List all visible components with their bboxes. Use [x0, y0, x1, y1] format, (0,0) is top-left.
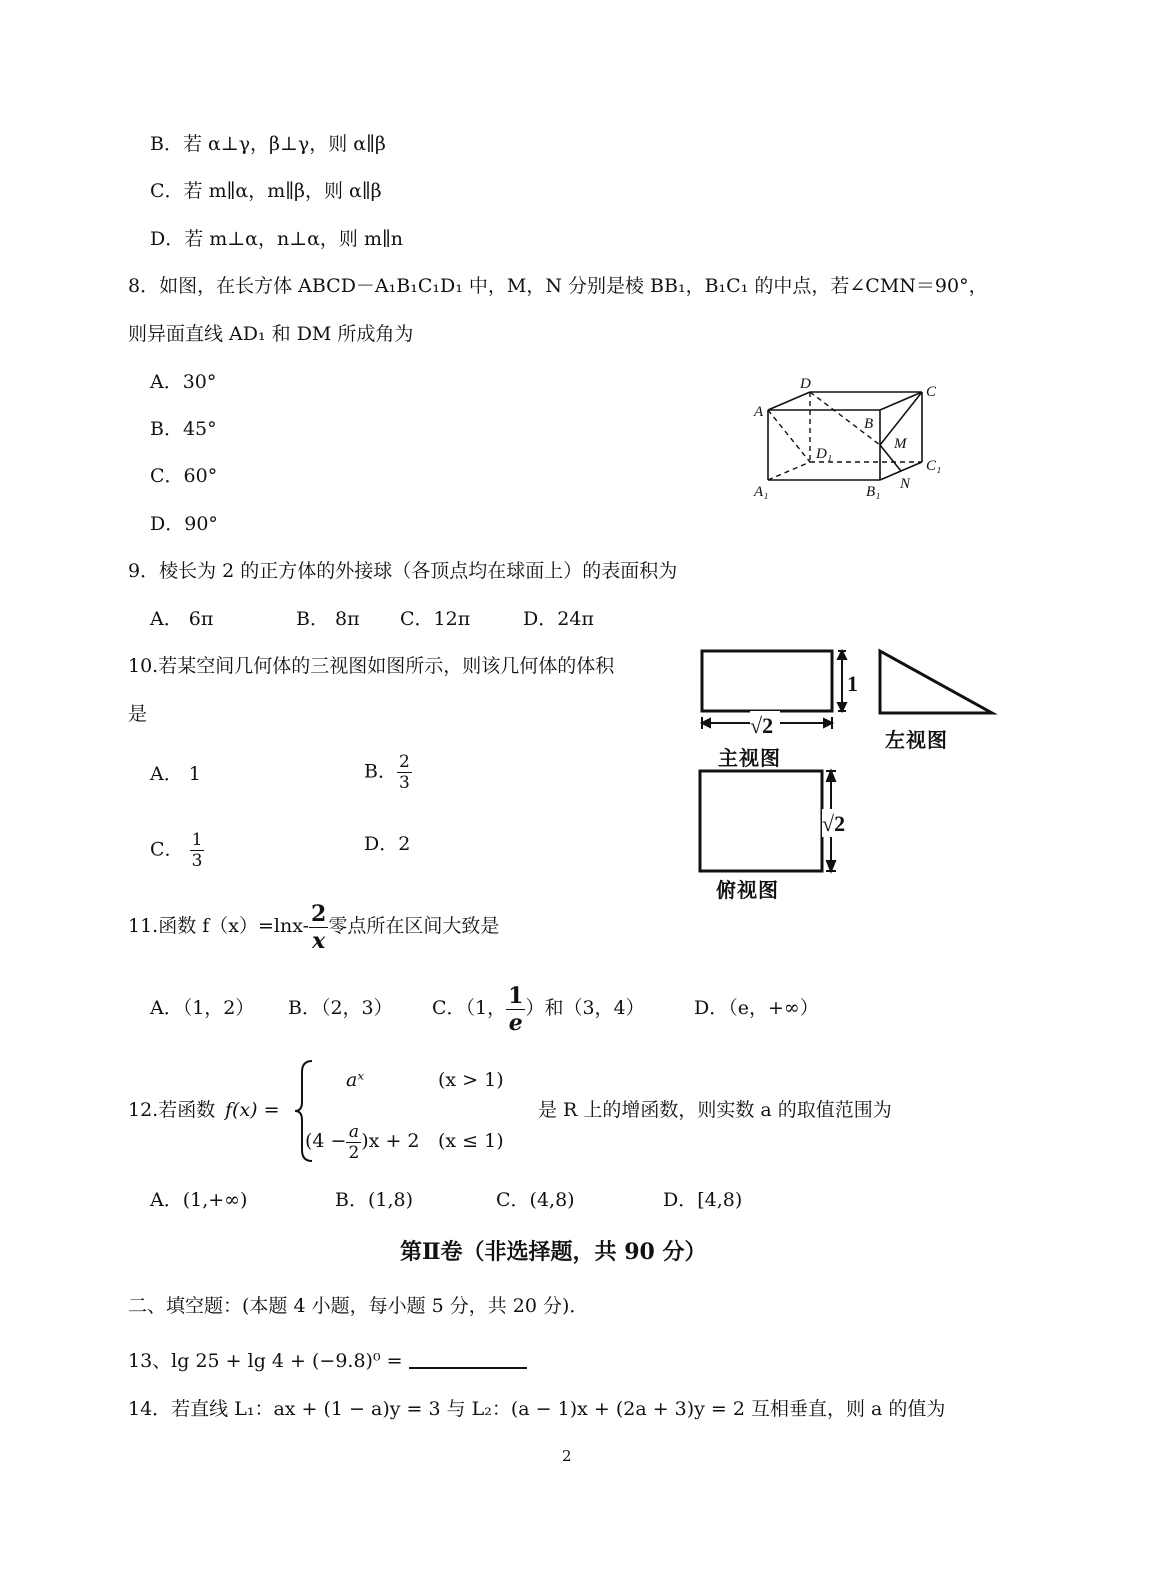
q8-option-c: C．60° — [150, 465, 218, 487]
fraction-numerator: a — [346, 1122, 361, 1143]
q12-stem-prefix: 12.若函数 — [128, 1099, 216, 1121]
q12-function-name: f(x) = — [225, 1099, 280, 1121]
fraction-denominator: 3 — [398, 773, 410, 793]
label-c1: C₁ — [926, 458, 942, 474]
q11-stem — [128, 898, 499, 954]
page-number: 2 — [562, 1447, 572, 1465]
cuboid-figure — [750, 370, 960, 510]
q10-option-c — [150, 830, 204, 871]
q10-option-b-fraction — [397, 752, 412, 793]
q11-option-a: A．（1，2） — [150, 997, 255, 1019]
q7-option-b: B．若 α⊥γ，β⊥γ，则 α∥β — [150, 133, 386, 155]
q11-option-d: D．（e，+∞） — [694, 997, 819, 1019]
fraction-denominator: 2 — [348, 1142, 360, 1163]
q11-fraction — [309, 901, 328, 954]
q10-option-c-fraction — [190, 830, 205, 871]
q10-stem-line2: 是 — [128, 703, 148, 725]
q11-stem-prefix: 11.函数 f（x）=lnx- — [128, 915, 310, 937]
q11-option-c-prefix: C．（1， — [432, 997, 507, 1019]
dim-width-label: √2 — [750, 713, 774, 738]
q11-option-b: B．（2，3） — [288, 997, 393, 1019]
q13-answer-blank — [409, 1345, 527, 1369]
q13-expression: 13、lg 25 + lg 4 + (−9.8)⁰ = — [128, 1350, 403, 1372]
q10-option-a: A． 1 — [150, 763, 201, 785]
fraction-numerator: 2 — [398, 752, 410, 772]
q7-option-d: D．若 m⊥α，n⊥α，则 m∥n — [150, 228, 403, 250]
section-2-intro: 二、填空题：(本题 4 小题，每小题 5 分，共 20 分)． — [128, 1295, 589, 1317]
label-b: B — [864, 416, 874, 432]
q9-option-d: D．24π — [523, 608, 594, 630]
q12-option-c: C．(4,8) — [496, 1189, 575, 1211]
q14-stem: 14．若直线 L₁：ax + (1 − a)y = 3 与 L₂：(a − 1)x + (2a + 3)y = 2 互相垂直，则 a 的值为 — [128, 1398, 946, 1420]
q8-stem-line1: 8．如图，在长方体 ABCD－A₁B₁C₁D₁ 中，M，N 分别是棱 BB₁，B₁C₁ 的中点，若∠CMN＝90°， — [128, 275, 988, 297]
dim-depth-label: √2 — [822, 811, 846, 836]
fraction-denominator: 3 — [191, 851, 203, 871]
q12-case1-condition: (x > 1) — [438, 1069, 504, 1091]
label-c: C — [926, 384, 937, 400]
section-2-title: 第Ⅱ卷（非选择题，共 90 分） — [400, 1239, 707, 1265]
label-a1: A₁ — [754, 484, 769, 500]
fraction-numerator: 2 — [311, 900, 327, 927]
fraction-denominator: e — [508, 1009, 523, 1036]
q11-stem-suffix: 零点所在区间大致是 — [328, 915, 500, 937]
front-view-caption: 主视图 — [718, 746, 781, 770]
label-b1: B₁ — [866, 484, 881, 500]
q8-option-d: D．90° — [150, 513, 218, 535]
q12-case2-condition: (x ≤ 1) — [438, 1130, 504, 1152]
q11-option-c-suffix: ）和（3，4） — [525, 997, 645, 1019]
q11-option-c — [432, 980, 645, 1036]
q10-option-b-prefix: B． — [364, 760, 397, 783]
fraction-numerator: 1 — [508, 982, 524, 1009]
q9-stem: 9．棱长为 2 的正方体的外接球（各顶点均在球面上）的表面积为 — [128, 560, 678, 582]
label-m: M — [894, 436, 907, 452]
q12-case2-fraction — [346, 1122, 361, 1163]
q9-option-c: C．12π — [400, 608, 471, 630]
q8-option-a: A．30° — [150, 371, 217, 393]
fraction-numerator: 1 — [191, 830, 203, 850]
label-d: D — [800, 376, 811, 392]
q12-case2-expr — [305, 1116, 420, 1166]
q9-option-a: A． 6π — [150, 608, 214, 630]
label-a: A — [754, 404, 764, 420]
q12-case2-post: )x + 2 — [361, 1130, 420, 1152]
q10-option-d: D．2 — [364, 833, 411, 855]
q12-case2-pre: (4 − — [305, 1130, 347, 1152]
fraction-denominator: x — [312, 927, 326, 954]
q10-option-c-prefix: C． — [150, 838, 184, 861]
q13-stem — [128, 1345, 527, 1375]
top-view-caption: 俯视图 — [716, 878, 779, 902]
q12-option-d: D．[4,8) — [663, 1189, 743, 1211]
q10-option-b — [364, 752, 412, 793]
side-view-caption: 左视图 — [885, 728, 948, 752]
label-n: N — [900, 476, 911, 492]
q8-option-b: B．45° — [150, 418, 217, 440]
label-d1: D₁ — [816, 446, 833, 462]
q12-case1-expr: aˣ — [346, 1069, 365, 1091]
q12-option-b: B．(1,8) — [335, 1189, 414, 1211]
q9-option-b: B． 8π — [296, 608, 360, 630]
q11-option-c-fraction — [506, 983, 525, 1036]
q10-stem-line1: 10.若某空间几何体的三视图如图所示，则该几何体的体积 — [128, 655, 615, 677]
q8-stem-line2: 则异面直线 AD₁ 和 DM 所成角为 — [128, 323, 414, 345]
q7-option-c: C．若 m∥α，m∥β，则 α∥β — [150, 180, 382, 202]
q12-option-a: A．(1,+∞) — [150, 1189, 248, 1211]
q12-stem-suffix: 是 R 上的增函数，则实数 a 的取值范围为 — [538, 1099, 892, 1121]
dim-height-label: 1 — [847, 671, 858, 696]
